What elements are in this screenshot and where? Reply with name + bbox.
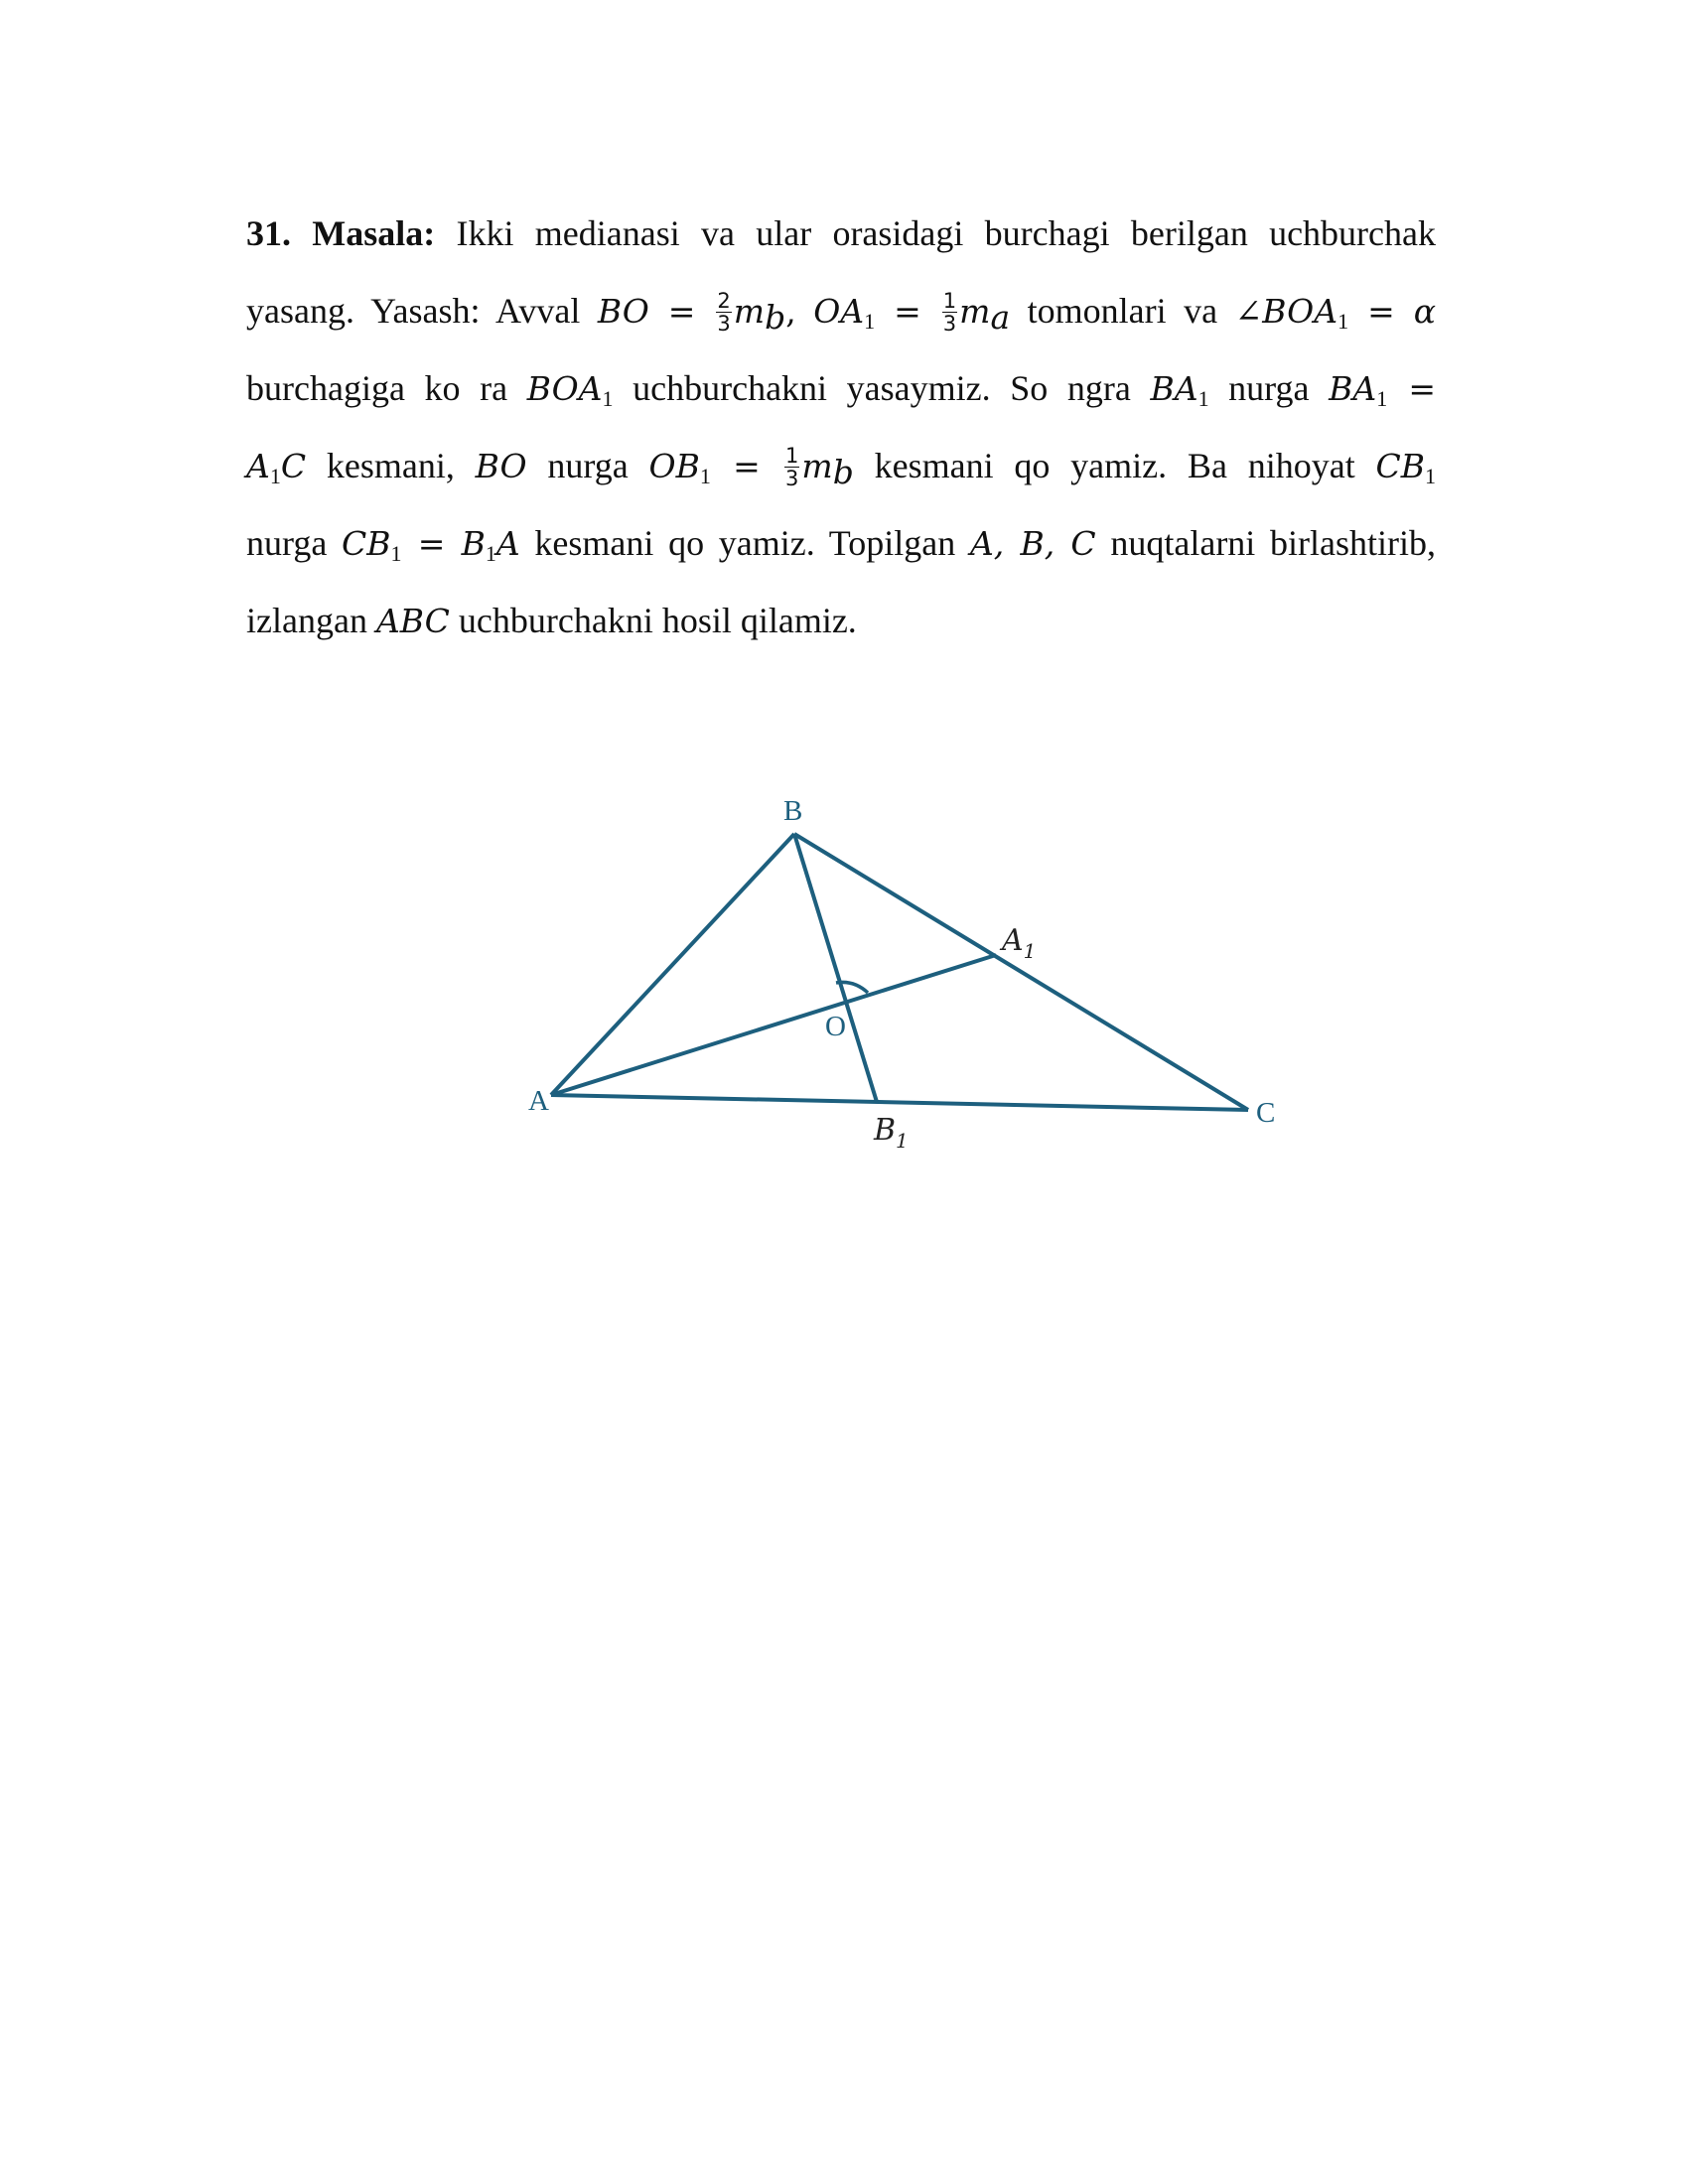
text-line-2: yasang. Yasash: Avval BO = $\frac{2}{3}$ $m_b$, $OA_1$ = $\frac{1}{3}$ $m_a$ tomonlari va $\angle BOA_1 = \alpha$ [246, 289, 1437, 337]
centroid-label-o: O [825, 1011, 846, 1042]
median-a-a1 [551, 955, 996, 1095]
point-label-b1: $B_1$ [874, 1113, 909, 1153]
text-line-5: nurga $CB_1 = B_1A$ kesmani qo yamiz. Topilgan A, B, C nuqtalarni birlashtirib, [246, 523, 1436, 566]
text-line-4: $A_1C$ kesmani, BO nurga $OB_1$ = $\frac{1}{3}$ $m_b$ kesmani qo yamiz. Ba nihoyat $CB_1$ [246, 444, 1436, 491]
median-b-b1 [794, 834, 877, 1102]
angle-arc [836, 982, 868, 993]
problem-text [246, 195, 1436, 659]
vertex-label-a: A [528, 1085, 549, 1117]
fraction-one-third: $\frac{1}{3}$ [942, 289, 957, 337]
problem-heading: 31. Masala: [246, 213, 436, 253]
text-line-3: burchagiga ko ra $BOA_1$ uchburchakni yasaymiz. So ngra $BA_1$ nurga $BA_1$ = [246, 368, 1436, 411]
side-ac [551, 1095, 1248, 1110]
side-ab [551, 834, 794, 1095]
fraction-one-third-2: $\frac{1}{3}$ [785, 444, 799, 491]
vertex-label-c: C [1256, 1097, 1276, 1129]
side-bc [794, 834, 1248, 1110]
text-line-1: 31. Masala: Ikki medianasi va ular orasidagi burchagi berilgan uchburchak [246, 213, 1437, 253]
vertex-label-b: B [783, 795, 803, 827]
point-label-a1: $A_1$ [1002, 923, 1037, 963]
text-line-6: izlangan ABC uchburchakni hosil qilamiz. [246, 601, 857, 640]
fraction-two-thirds: $\frac{2}{3}$ [717, 289, 731, 337]
